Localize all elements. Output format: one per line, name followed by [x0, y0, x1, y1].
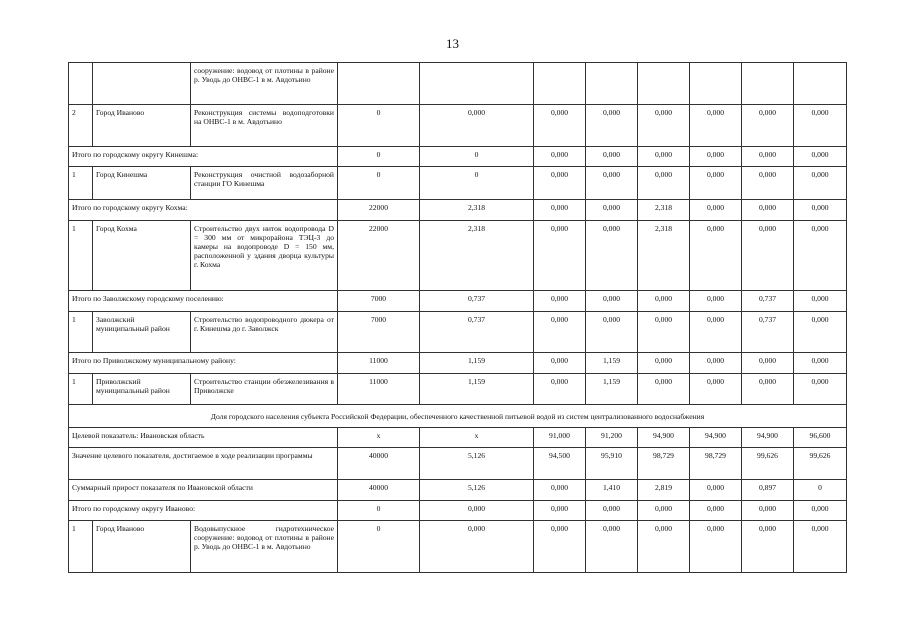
value-cell: x [420, 428, 534, 448]
value-cell: 0 [794, 480, 847, 501]
row-number [69, 63, 93, 105]
value-cell [690, 63, 742, 105]
value-cell [794, 63, 847, 105]
table-row [69, 167, 847, 200]
value-cell: 0,000 [638, 147, 690, 167]
municipality-name: Город Иваново [93, 521, 191, 573]
value-cell: 0,000 [420, 501, 534, 521]
total-label: Итого по городскому округу Кохма: [69, 200, 338, 221]
value-cell: 0,000 [794, 501, 847, 521]
value-cell: 0,000 [534, 167, 586, 200]
value-cell: 0,000 [794, 312, 847, 353]
value-cell: 0,000 [638, 167, 690, 200]
value-cell: 0,000 [586, 105, 638, 147]
value-cell [586, 63, 638, 105]
value-cell: 0 [338, 105, 420, 147]
value-cell: 2,318 [638, 200, 690, 221]
table-row [69, 291, 847, 312]
value-cell: 0,000 [534, 291, 586, 312]
value-cell: 0,000 [742, 105, 794, 147]
value-cell: 7000 [338, 291, 420, 312]
value-cell: 0,000 [586, 147, 638, 167]
value-cell: 2,318 [420, 221, 534, 291]
table-row [69, 63, 847, 105]
row-number: 2 [69, 105, 93, 147]
value-cell: 0,000 [638, 105, 690, 147]
value-cell: 0,000 [534, 480, 586, 501]
value-cell: 0,000 [638, 501, 690, 521]
value-cell: 0,000 [794, 200, 847, 221]
value-cell: 1,159 [586, 353, 638, 374]
table-row [69, 501, 847, 521]
value-cell: 0,000 [534, 105, 586, 147]
value-cell: 0,000 [586, 200, 638, 221]
value-cell: 0,000 [690, 501, 742, 521]
total-label: Итого по Приволжскому муниципальному району: [69, 353, 338, 374]
total-label: Итого по Заволжскому городскому поселению: [69, 291, 338, 312]
value-cell: 0,000 [690, 200, 742, 221]
table-row [69, 405, 847, 428]
row-number: 1 [69, 521, 93, 573]
value-cell: 0,000 [742, 521, 794, 573]
value-cell: 0,000 [638, 521, 690, 573]
value-cell: 0,737 [420, 291, 534, 312]
project-description: Строительство двух ниток водопровода D = 300 мм от микрорайона ТЭЦ-3 до камеры на водопроводе D = 150 мм, расположенной у здания дворца культуры г. Кохма [191, 221, 338, 291]
project-description: Реконструкция системы водоподготовки на ОНВС-1 в м. Авдотьино [191, 105, 338, 147]
value-cell: 0,000 [534, 147, 586, 167]
value-cell: x [338, 428, 420, 448]
value-cell: 0,000 [742, 147, 794, 167]
value-cell: 0,000 [690, 167, 742, 200]
value-cell: 0,000 [534, 501, 586, 521]
project-description: сооружение: водовод от плотины в районе р. Уводь до ОНВС-1 в м. Авдотьино [191, 63, 338, 105]
project-description: Строительство водопроводного дюкера от г. Кинешма до г. Заволжск [191, 312, 338, 353]
value-cell: 0,000 [794, 521, 847, 573]
project-description: Водовыпускное гидротехническое сооружение: водовод от плотины в районе р. Уводь до ОНВС-1 в м. Авдотьино [191, 521, 338, 573]
value-cell: 0,000 [742, 200, 794, 221]
value-cell: 95,910 [586, 448, 638, 480]
value-cell: 0,000 [534, 353, 586, 374]
value-cell [638, 63, 690, 105]
value-cell: 2,318 [638, 221, 690, 291]
total-label: Целевой показатель: Ивановская область [69, 428, 338, 448]
municipality-name: Приволжский муниципальный район [93, 374, 191, 405]
value-cell: 0,000 [534, 221, 586, 291]
value-cell: 0,737 [420, 312, 534, 353]
table-row [69, 480, 847, 501]
value-cell: 0,000 [586, 167, 638, 200]
value-cell: 0,000 [420, 521, 534, 573]
value-cell: 0,000 [690, 221, 742, 291]
value-cell: 0,000 [690, 291, 742, 312]
value-cell: 0,000 [420, 105, 534, 147]
value-cell: 0,000 [742, 221, 794, 291]
table-row [69, 428, 847, 448]
value-cell: 99,626 [742, 448, 794, 480]
value-cell: 2,819 [638, 480, 690, 501]
table-row [69, 448, 847, 480]
value-cell: 0,000 [794, 147, 847, 167]
program-table [68, 62, 847, 573]
value-cell: 0,000 [794, 291, 847, 312]
value-cell: 5,126 [420, 480, 534, 501]
value-cell: 1,159 [420, 353, 534, 374]
value-cell: 0 [338, 147, 420, 167]
value-cell: 0,000 [534, 312, 586, 353]
value-cell: 94,900 [690, 428, 742, 448]
value-cell: 0,000 [638, 291, 690, 312]
value-cell: 0,000 [586, 501, 638, 521]
value-cell: 2,318 [420, 200, 534, 221]
value-cell: 91,000 [534, 428, 586, 448]
value-cell: 0,737 [742, 291, 794, 312]
value-cell: 0,000 [794, 374, 847, 405]
value-cell: 40000 [338, 480, 420, 501]
value-cell: 0,000 [690, 147, 742, 167]
row-number: 1 [69, 221, 93, 291]
total-label: Суммарный прирост показателя по Ивановской области [69, 480, 338, 501]
value-cell: 0,000 [638, 374, 690, 405]
table-row [69, 312, 847, 353]
value-cell: 0,000 [742, 501, 794, 521]
value-cell: 0,000 [586, 291, 638, 312]
value-cell: 0,737 [742, 312, 794, 353]
value-cell: 0,000 [534, 200, 586, 221]
value-cell: 11000 [338, 353, 420, 374]
project-description: Строительство станции обезжелезивания в Приволжске [191, 374, 338, 405]
value-cell: 94,500 [534, 448, 586, 480]
municipality-name: Заволжский муниципальный район [93, 312, 191, 353]
value-cell: 96,600 [794, 428, 847, 448]
value-cell: 0,000 [742, 353, 794, 374]
value-cell: 98,729 [690, 448, 742, 480]
value-cell: 0,000 [794, 221, 847, 291]
value-cell: 0,000 [534, 521, 586, 573]
value-cell: 0,000 [586, 312, 638, 353]
value-cell: 0,000 [638, 312, 690, 353]
value-cell: 0,000 [742, 374, 794, 405]
table-row [69, 200, 847, 221]
value-cell: 1,159 [420, 374, 534, 405]
value-cell: 98,729 [638, 448, 690, 480]
value-cell: 22000 [338, 221, 420, 291]
value-cell: 0,000 [586, 521, 638, 573]
value-cell [420, 63, 534, 105]
value-cell: 99,626 [794, 448, 847, 480]
table-row [69, 353, 847, 374]
row-number: 1 [69, 167, 93, 200]
total-label: Итого по городскому округу Кинешма: [69, 147, 338, 167]
value-cell: 0,897 [742, 480, 794, 501]
municipality-name [93, 63, 191, 105]
row-number: 1 [69, 312, 93, 353]
table-row [69, 221, 847, 291]
value-cell [742, 63, 794, 105]
value-cell: 94,900 [638, 428, 690, 448]
value-cell: 94,900 [742, 428, 794, 448]
value-cell: 22000 [338, 200, 420, 221]
value-cell: 0,000 [690, 480, 742, 501]
value-cell: 0,000 [794, 105, 847, 147]
section-heading: Доля городского населения субъекта Российской Федерации, обеспеченного качественной питьевой водой из систем централизованного водоснабжения [69, 405, 847, 428]
value-cell: 0,000 [690, 374, 742, 405]
value-cell: 0,000 [794, 353, 847, 374]
value-cell: 0 [338, 501, 420, 521]
value-cell [534, 63, 586, 105]
total-label: Итого по городскому округу Иваново: [69, 501, 338, 521]
value-cell: 0,000 [586, 221, 638, 291]
municipality-name: Город Кинешма [93, 167, 191, 200]
value-cell: 0,000 [690, 521, 742, 573]
value-cell [338, 63, 420, 105]
project-description: Реконструкция очистной водозаборной станции ГО Кинешма [191, 167, 338, 200]
value-cell: 7000 [338, 312, 420, 353]
table-row [69, 374, 847, 405]
value-cell: 40000 [338, 448, 420, 480]
value-cell: 0,000 [690, 312, 742, 353]
value-cell: 0,000 [742, 167, 794, 200]
municipality-name: Город Кохма [93, 221, 191, 291]
total-label: Значение целевого показателя, достигаемое в ходе реализации программы [69, 448, 338, 480]
value-cell: 1,159 [586, 374, 638, 405]
value-cell: 0 [338, 167, 420, 200]
municipality-name: Город Иваново [93, 105, 191, 147]
value-cell: 0 [420, 167, 534, 200]
value-cell: 0,000 [690, 105, 742, 147]
value-cell: 5,126 [420, 448, 534, 480]
value-cell: 0 [420, 147, 534, 167]
value-cell: 1,410 [586, 480, 638, 501]
table-row [69, 147, 847, 167]
table-row [69, 105, 847, 147]
value-cell: 0,000 [690, 353, 742, 374]
value-cell: 0 [338, 521, 420, 573]
table-row [69, 521, 847, 573]
value-cell: 91,200 [586, 428, 638, 448]
value-cell: 0,000 [638, 353, 690, 374]
row-number: 1 [69, 374, 93, 405]
value-cell: 0,000 [534, 374, 586, 405]
value-cell: 11000 [338, 374, 420, 405]
value-cell: 0,000 [794, 167, 847, 200]
page-number: 13 [446, 36, 459, 51]
